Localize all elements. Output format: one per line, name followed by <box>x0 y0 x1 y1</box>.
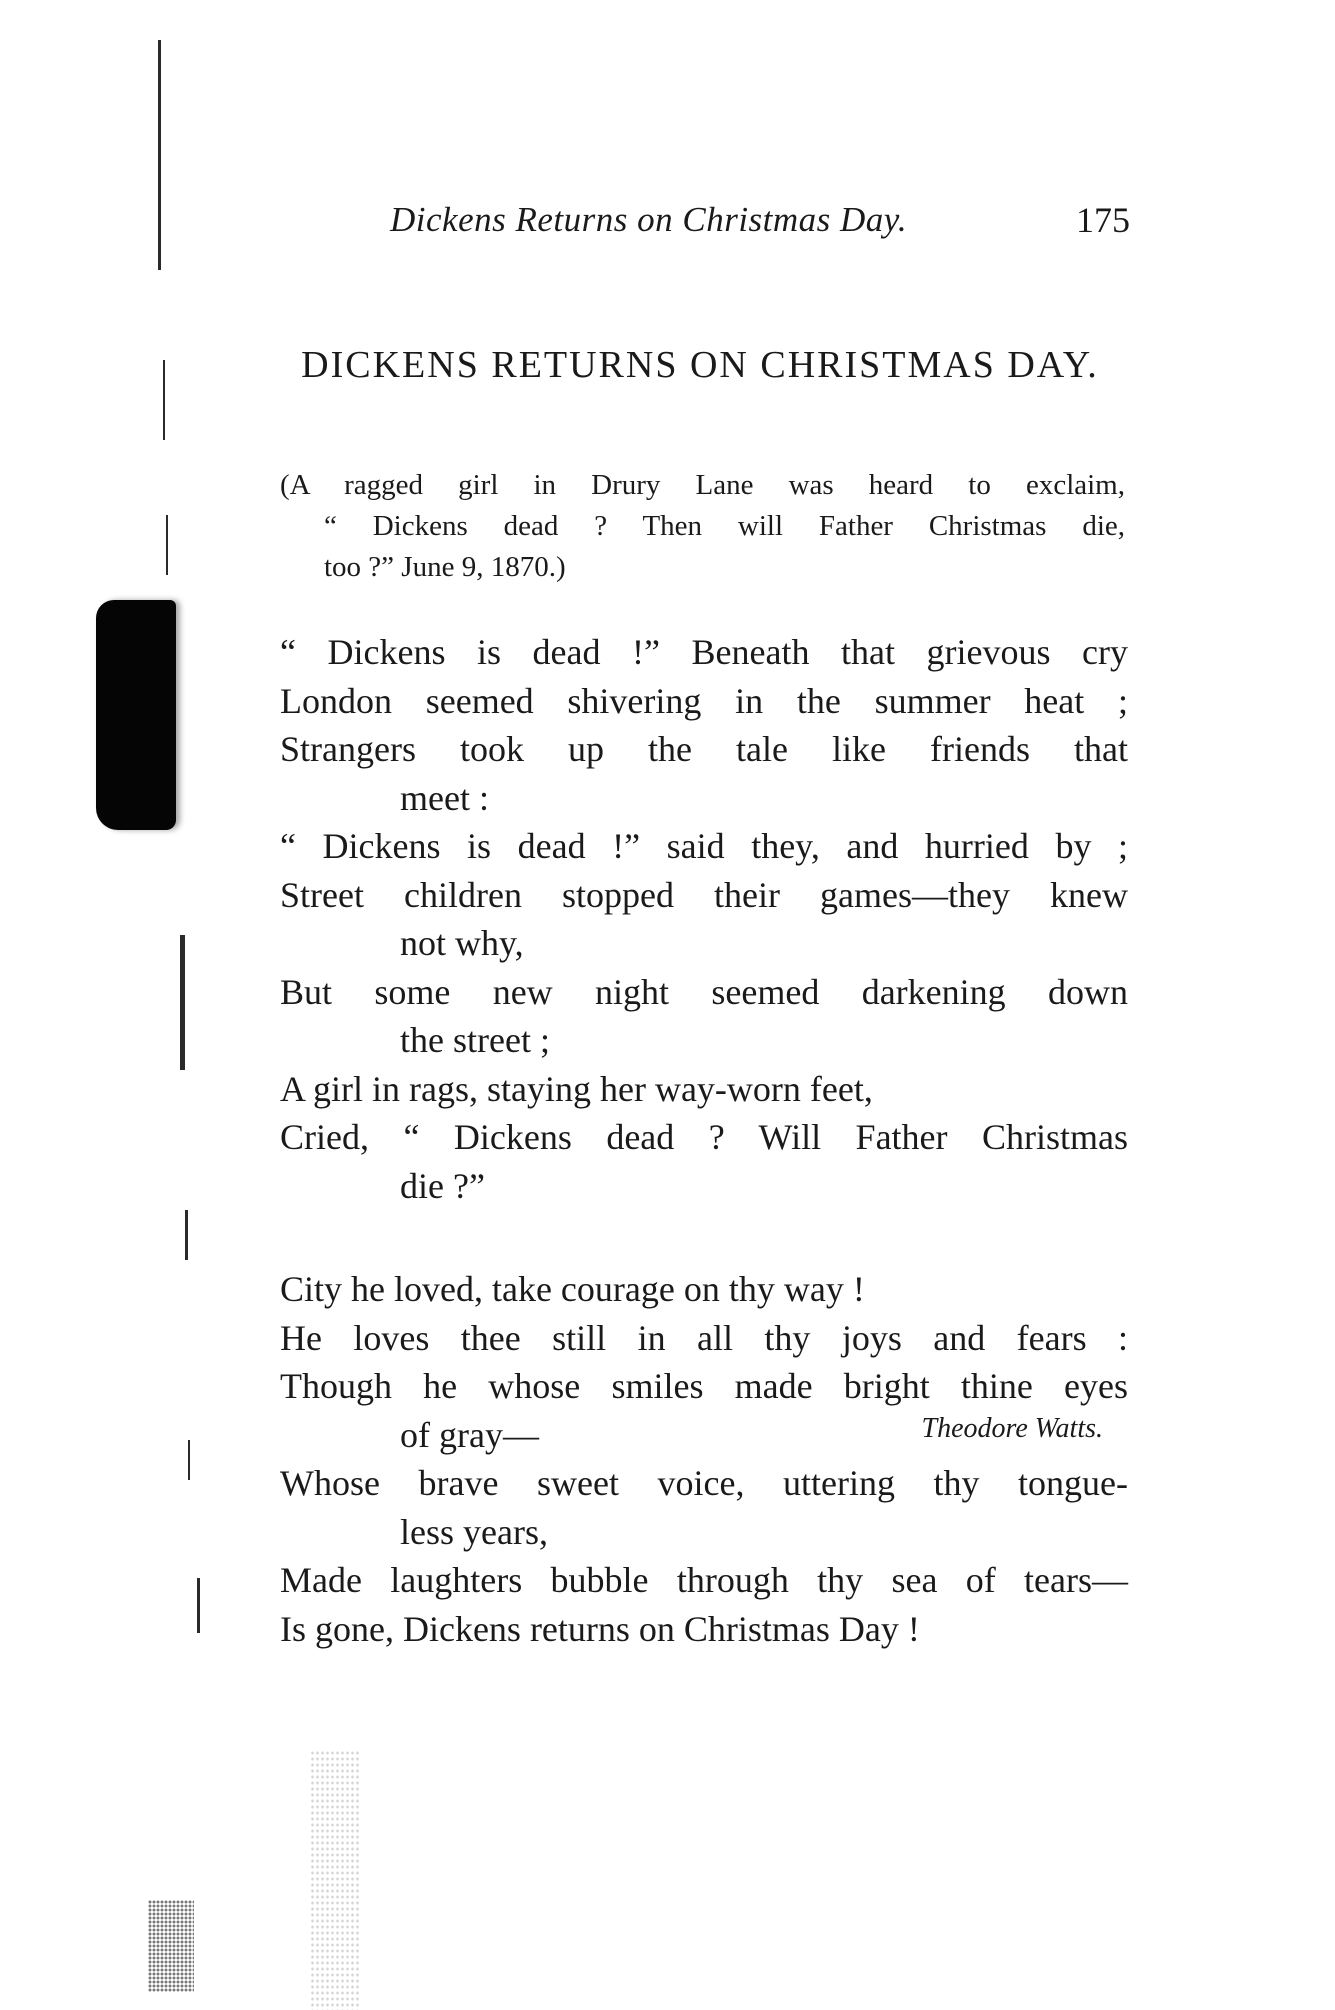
poem-line-continuation: less years, <box>400 1511 548 1552</box>
poem-line: But some new night seemed darkening down <box>280 971 1128 1012</box>
scan-corner-smudge <box>148 1900 194 1992</box>
poem-line: Street children stopped their games—they knew <box>280 874 1128 915</box>
poem-line: London seemed shivering in the summer heat ; <box>280 680 1128 721</box>
scan-edge-line <box>166 515 168 575</box>
stanza-1 <box>280 628 1128 1210</box>
page-number: 175 <box>1076 200 1130 240</box>
scan-edge-line <box>197 1578 200 1633</box>
poem-line-continuation: meet : <box>400 777 489 818</box>
poem-line: Whose brave sweet voice, uttering thy tongue- <box>280 1463 1128 1503</box>
running-head <box>390 195 1130 245</box>
poem-line: He loves thee still in all thy joys and fears : <box>280 1317 1128 1358</box>
poem-line: “ Dickens is dead !” said they, and hurried by ; <box>280 826 1128 866</box>
scan-edge-line <box>185 1210 188 1260</box>
poem-line: Though he whose smiles made bright thine eyes <box>280 1366 1128 1406</box>
epigraph-line: (A ragged girl in Drury Lane was heard to exclaim, <box>280 469 1125 501</box>
scan-edge-line <box>180 935 185 1070</box>
poem-line: City he loved, take courage on thy way ! <box>280 1269 865 1309</box>
running-head-title: Dickens Returns on Christmas Day. <box>390 200 908 239</box>
poem-line-continuation: die ?” <box>400 1165 485 1206</box>
epigraph <box>280 465 1125 588</box>
poem-attribution: Theodore Watts. <box>921 1413 1103 1444</box>
epigraph-line: “ Dickens dead ? Then will Father Christmas die, <box>324 510 1125 542</box>
poem-line-continuation: of gray— <box>400 1414 539 1455</box>
scan-speckle <box>310 1750 360 2010</box>
epigraph-line: too ?” June 9, 1870.) <box>324 551 566 583</box>
poem-line-continuation: the street ; <box>400 1020 550 1060</box>
poem-line: Cried, “ Dickens dead ? Will Father Christmas <box>280 1117 1128 1157</box>
poem-line: Is gone, Dickens returns on Christmas Day ! <box>280 1608 920 1649</box>
poem-line: A girl in rags, staying her way-worn feet, <box>280 1068 873 1109</box>
scan-edge-line <box>188 1440 190 1480</box>
scan-ink-blot <box>96 600 176 830</box>
poem-line: “ Dickens is dead !” Beneath that grievous cry <box>280 632 1128 672</box>
poem-title: DICKENS RETURNS ON CHRISTMAS DAY. <box>301 344 1099 386</box>
scan-edge-line <box>158 40 161 270</box>
scan-edge-line <box>163 360 165 440</box>
poem-line: Made laughters bubble through thy sea of tears— <box>280 1560 1128 1600</box>
poem-line: Strangers took up the tale like friends that <box>280 729 1128 769</box>
poem-line-continuation: not why, <box>400 923 524 963</box>
stanza-2 <box>280 1265 1128 1653</box>
